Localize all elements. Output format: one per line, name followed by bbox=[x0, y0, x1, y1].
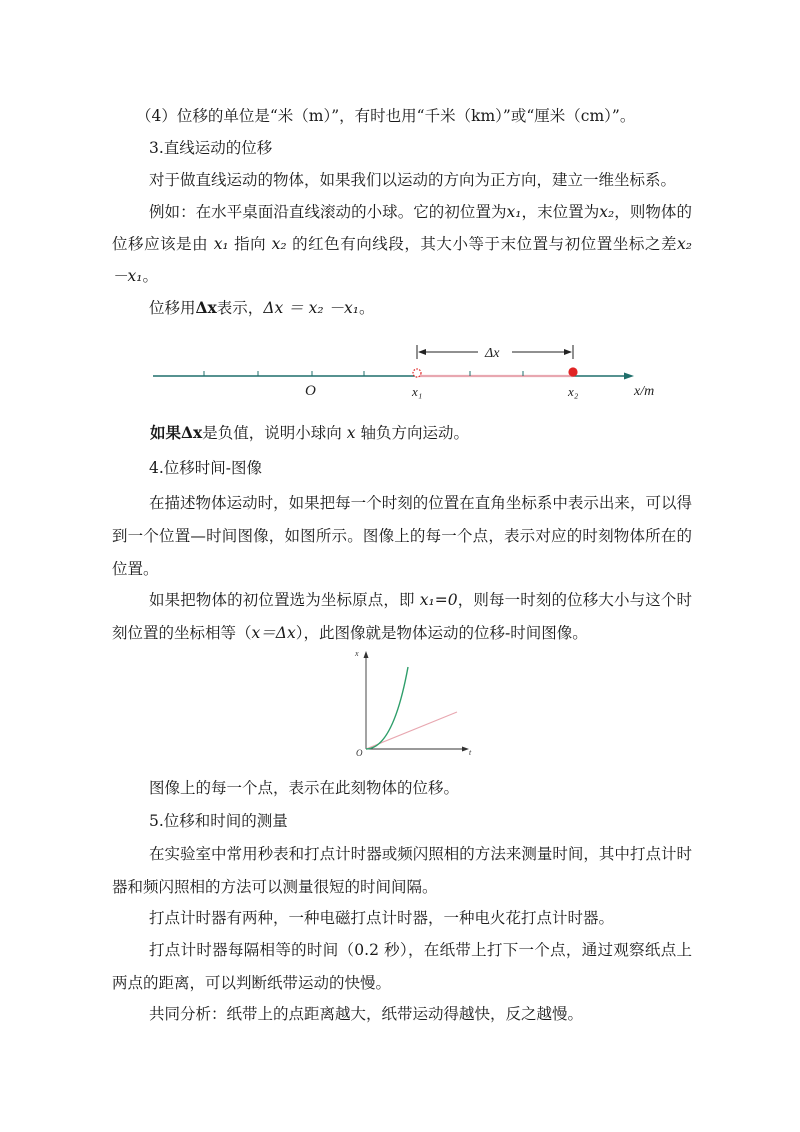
section-4-heading: 4.位移时间-图像 bbox=[149, 459, 263, 477]
formula-delta-x: Δx ＝ x₂ －x₁ bbox=[263, 299, 359, 317]
position-time-graph bbox=[345, 645, 480, 760]
axis-arrowhead bbox=[624, 373, 634, 380]
units-line: （4）位移的单位是“米（m）”，有时也用“千米（km）”或“厘米（cm）”。 bbox=[136, 107, 636, 125]
delta-arrow-right-head bbox=[564, 349, 572, 355]
graph-curve bbox=[366, 667, 408, 749]
coordinate-system-paragraph: 对于做直线运动的物体，如果我们以运动的方向为正方向，建立一维坐标系。 bbox=[149, 171, 677, 189]
measurement-paragraph: 在实验室中常用秒表和打点计时器或频闪照相的方法来测量时间，其中打点计时器和频闪照相的方法可以测量很短的时间间隔。 bbox=[112, 845, 692, 896]
symbol-x-eq: x＝Δx bbox=[251, 624, 296, 642]
x2-label: x₂ bbox=[568, 384, 579, 399]
symbol-x1-eq: x₁=0 bbox=[419, 591, 458, 609]
graph-y-label: x bbox=[355, 649, 359, 658]
delta-x-definition: 位移用Δx表示，Δx ＝ x₂ －x₁。 bbox=[149, 298, 375, 317]
graph-point-paragraph: 图像上的每一个点，表示在此刻物体的位移。 bbox=[149, 779, 460, 797]
section-5-heading: 5.位移和时间的测量 bbox=[149, 812, 288, 830]
symbol-x2: x₂ bbox=[599, 203, 615, 221]
graph-origin-label: O bbox=[356, 748, 363, 758]
x1-label: x₁ bbox=[412, 384, 423, 399]
analysis-paragraph: 共同分析：纸带上的点距离越大，纸带运动得越快，反之越慢。 bbox=[149, 1005, 584, 1023]
unit-label: x/m bbox=[634, 384, 655, 399]
number-line-figure bbox=[150, 338, 670, 408]
graph-x-label: t bbox=[469, 748, 472, 757]
final-ball-icon bbox=[568, 367, 577, 376]
position-time-paragraph: 在描述物体运动时，如果把每一个时刻的位置在直角坐标系中表示出来，可以得到一个位置—时间图像，如图所示。图像上的每一个点，表示对应的时刻物体所在的位置。 bbox=[112, 494, 692, 578]
graph-y-arrowhead bbox=[364, 651, 369, 658]
negative-delta-paragraph: 如果Δx是负值，说明小球向 x 轴负方向运动。 bbox=[150, 423, 469, 442]
origin-label: O bbox=[305, 383, 316, 399]
initial-ball-icon bbox=[413, 369, 421, 377]
delta-arrow-left-head bbox=[418, 349, 426, 355]
symbol-delta-x: Δx bbox=[195, 298, 217, 317]
timer-interval-paragraph: 打点计时器每隔相等的时间（0.2 秒），在纸带上打下一个点，通过观察纸点上两点的距离，可以判断纸带运动的快慢。 bbox=[112, 941, 692, 992]
symbol-x1: x₁ bbox=[506, 203, 522, 221]
section-3-heading: 3.直线运动的位移 bbox=[149, 139, 273, 157]
timer-types-paragraph: 打点计时器有两种，一种电磁打点计时器，一种电火花打点计时器。 bbox=[149, 909, 615, 927]
example-paragraph: 例如：在水平桌面沿直线滚动的小球。它的初位置为x₁，末位置为x₂，则物体的位移应该是由 x₁ 指向 x₂ 的红色有向线段，其大小等于末位置与初位置坐标之差x₂ －x₁。 bbox=[112, 203, 692, 285]
origin-paragraph: 如果把物体的初位置选为坐标原点，即 x₁=0，则每一时刻的位移大小与这个时刻位置的坐标相等（x＝Δx），此图像就是物体运动的位移-时间图像。 bbox=[112, 591, 692, 642]
graph-x-arrowhead bbox=[462, 747, 469, 752]
delta-x-label: Δx bbox=[485, 346, 500, 361]
symbol-x: x bbox=[346, 424, 356, 442]
symbol-diff: x₂ －x₁ bbox=[112, 235, 692, 285]
